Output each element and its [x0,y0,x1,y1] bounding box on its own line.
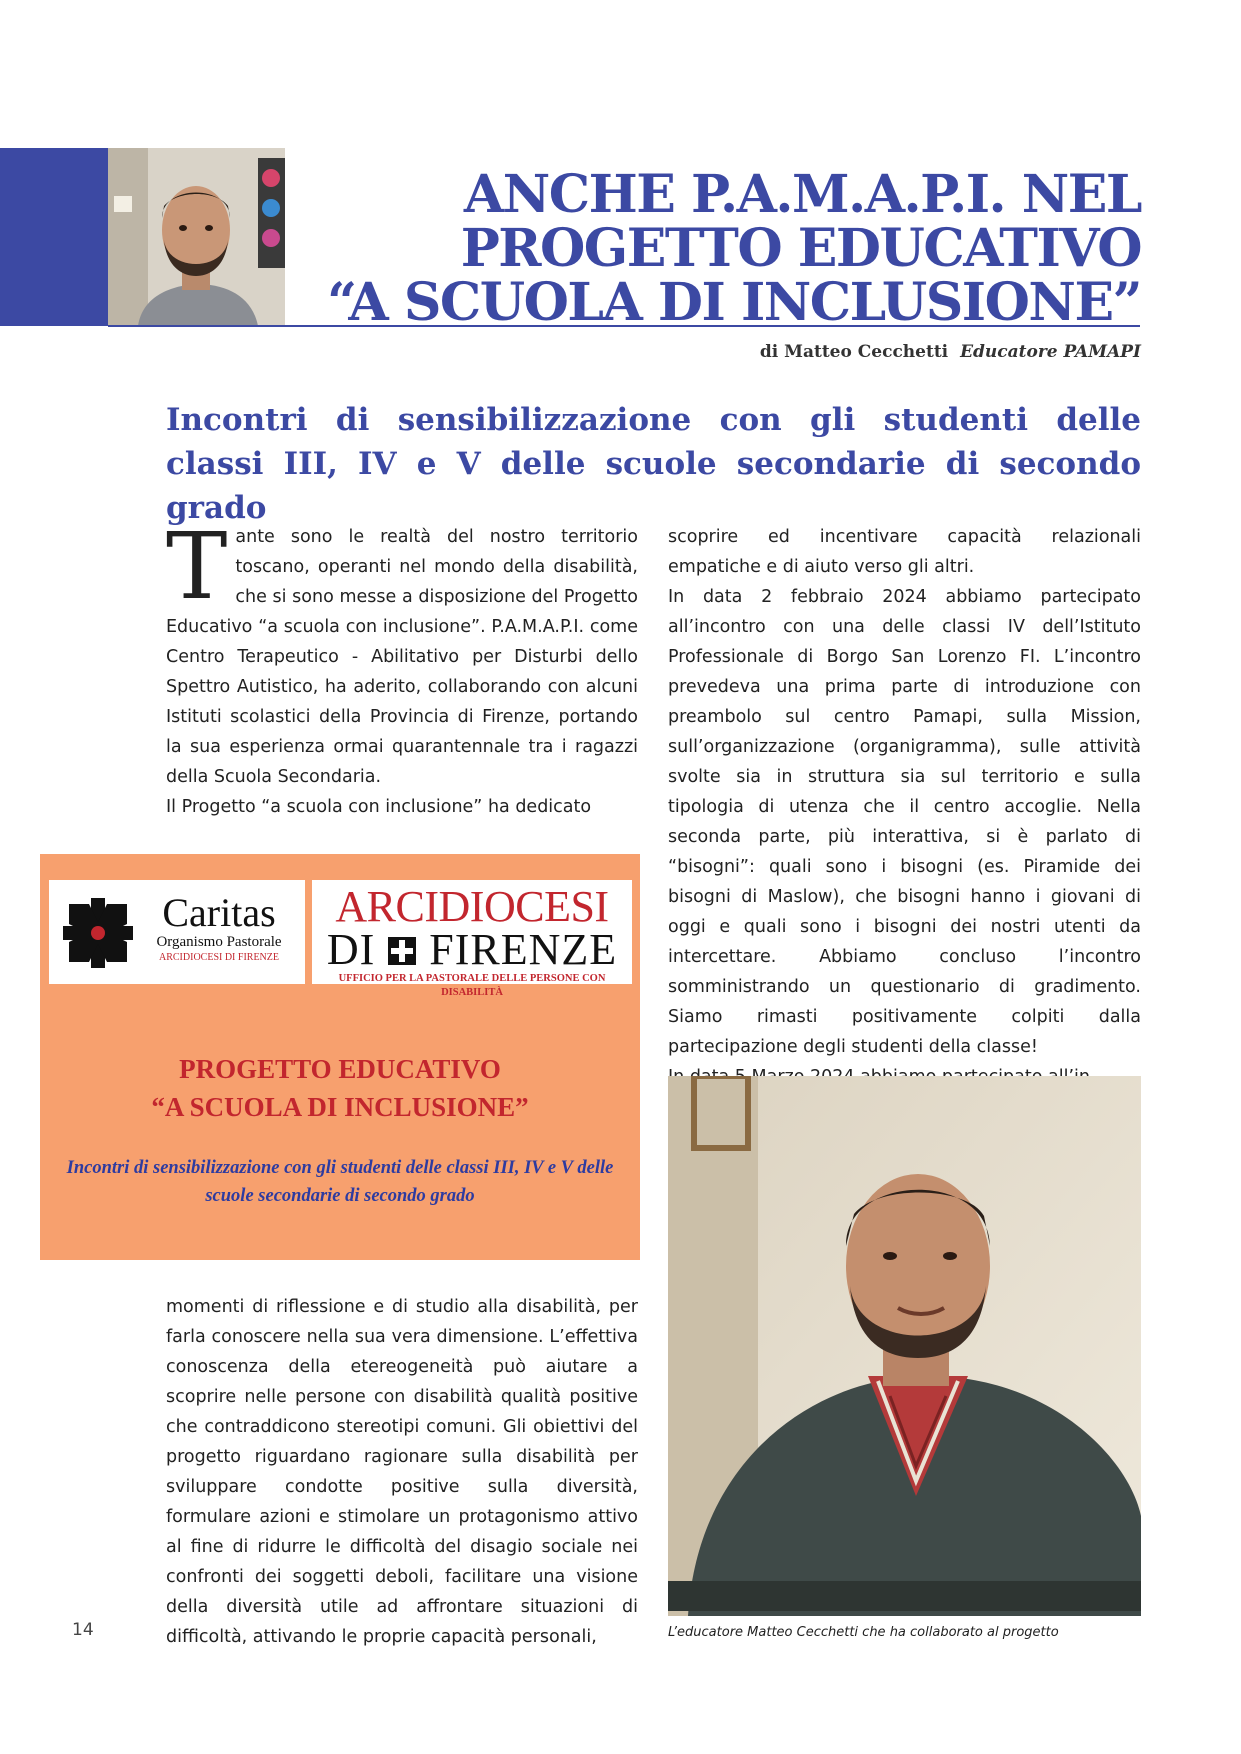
arcidiocesi-office: UFFICIO PER LA PASTORALE DELLE PERSONE CON DISABILITÀ [338,973,606,998]
right-column [668,522,1141,1092]
caritas-arci: ARCIDIOCESI DI FIRENZE [159,952,279,963]
title-line-1: ANCHE P.A.M.A.P.I. NEL [463,164,1141,225]
arcidiocesi-word: ARCIDIOCESI [335,882,609,931]
page-number: 14 [72,1620,94,1640]
left-column-top [166,513,638,822]
byline-author: di Matteo Cecchetti [759,342,949,362]
header-blue-tab [0,148,108,326]
article-subtitle: Incontri di sensibilizzazione con gli studenti delle classi III, IV e V delle scuole secondarie di secondo grado [166,402,1141,526]
di-firenze-row [312,925,632,974]
arcidiocesi-logo [312,880,632,998]
title-line-3: “A SCUOLA DI INCLUSIONE” [327,272,1141,333]
caritas-name: Caritas [162,890,276,935]
intro-text: ante sono le realtà del nostro territorio toscano, operanti nel mondo della disabilità, che si sono messe a disposizione del Progetto Educativo “a scuola con inclusione”. P.A.M.A.P.I. come Centro Terapeutico - Abilitativo per Disturbi dello Spettro Autistico, ha aderito, collaborando con alcuni Istituti scolastici della Provincia di Firenze, portando la sua esperienza ormai quarantennale tra i ragazzi della Scuola Secondaria. [166,527,638,787]
caritas-cross-icon [63,898,133,968]
paragraph-progetto: Il Progetto “a scuola con inclusione” ha dedicato [166,797,592,817]
diocese-cross-icon [387,936,417,966]
educator-photo [668,1076,1141,1616]
photo-caption: L’educatore Matteo Cecchetti che ha collaborato al progetto [668,1625,1059,1640]
right-paragraph-2: In data 2 febbraio 2024 abbiamo partecipato all’incontro con una delle classi IV dell’Istituto Professionale di Borgo San Lorenzo FI. L’incontro prevedeva una prima parte di introduzione con preambolo sul centro Pamapi, sulla Mission, sull’organizzazione (organigramma), sulle attività svolte sia in struttura sia sul territorio e sulla tipologia di utenza che il centro accoglie. Nella seconda parte, più interattiva, si è parlato di “bisogni”: quali sono i bisogni (es. Piramide dei bisogni di Maslow), che bisogni hanno i giovani di oggi e quali sono i bisogni dei nostri utenti da intercettare. Abbiamo concluso l’incontro somministrando un questionario di gradimento. Siamo rimasti positivamente colpiti dalla partecipazione degli studenti della classe! [668,587,1141,1057]
poster-subtitle: Incontri di sensibilizzazione con gli studenti delle classi III, IV e V delle scuole secondarie di secondo grado [66,1158,614,1206]
caritas-logo [49,880,305,984]
right-paragraph-1: scoprire ed incentivare capacità relazionali empatiche e di aiuto verso gli altri. [668,527,1141,577]
poster-title-line-1: PROGETTO EDUCATIVO [179,1054,501,1084]
drop-cap: T [166,513,228,620]
arci-firenze: FIRENZE [429,925,618,974]
arci-di: DI [326,925,376,974]
poster-title-line-2: “A SCUOLA DI INCLUSIONE” [151,1092,529,1122]
intro-paragraph [166,513,638,792]
article-title [321,164,1141,333]
byline [760,342,1141,362]
left-column-bottom [166,1292,638,1652]
title-line-2: PROGETTO EDUCATIVO [460,218,1141,279]
byline-role: Educatore PAMAPI [960,342,1141,362]
project-poster [40,854,640,1260]
author-portrait-photo [108,148,285,326]
paragraph-continued: momenti di riflessione e di studio alla disabilità, per farla conoscere nella sua vera dimensione. L’effettiva conoscenza della etereogeneità può aiutare a scoprire nelle persone con disabilità qualità positive che contraddicono stereotipi comuni. Gli obiettivi del progetto riguardano ragionare sulla disabilità per sviluppare condotte positive sulla diversità, formulare azioni e stimolare un protagonismo attivo al fine di ridurre le difficoltà del disagio sociale nei confronti dei soggetti deboli, facilitare una visione della diversità utile ad affrontare situazioni di difficoltà, attivando le proprie capacità personali, [166,1297,638,1647]
poster-title [40,1050,640,1126]
caritas-sub: Organismo Pastorale [156,934,282,950]
